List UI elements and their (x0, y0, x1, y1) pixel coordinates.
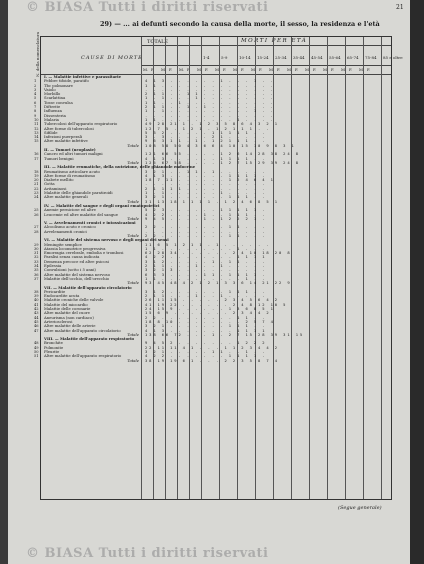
row-label: Altre malattie infettive (44, 138, 88, 144)
row-label: Alcoolismo acuto e cronico (44, 224, 96, 230)
sex-header: M. (269, 67, 275, 72)
row-values: 3 . 3 . . . . . 2 1 . . . . . (145, 134, 267, 140)
row-values: 26 11 15 . . . . . 2 3 4 5 6 4 2 (145, 297, 279, 303)
row-values: 3 2 1 . . . . . 1 1 . . 1 . . (145, 349, 267, 354)
sex-header: F. (331, 67, 335, 72)
row-values: 125 67 58 . . . . 1 2 7 15 29 39 24 8 (145, 159, 300, 165)
sex-header: F. (187, 67, 191, 72)
row-number: 4 (34, 92, 37, 97)
nomenclature-header: N. della nomenclatura (35, 31, 40, 77)
row-values: 2 2 . . . . . . . . . 1 1 . . (145, 314, 267, 320)
row-label: VI. — Malattie del sistema nervoso e degli organi dei sensi (44, 237, 169, 243)
row-label: Febbre tifoide, paratifo (44, 78, 89, 84)
row-values: 121 66 55 . . . . 1 2 6 14 28 38 24 8 (145, 151, 300, 157)
row-number: 8 (34, 109, 37, 114)
row-values: 2 1 1 . . . 1 . . 1 . . . . . (145, 293, 267, 299)
row-values: 1 1 . . . . . . . . . 1 . . . (145, 245, 267, 251)
row-label: Malattie croniche delle valvole (44, 297, 104, 303)
row-label: Scarlattina (44, 95, 66, 101)
row-values: . . . . . . . . . . . . . . . (145, 228, 267, 234)
watermark-top: © BIASA Tutti i diritti riservati (26, 0, 269, 15)
row-values: 11 6 5 1 2 1 1 . 1 . . . . . . (145, 241, 271, 247)
row-label: Morbillo (44, 91, 61, 97)
sex-header: F. (277, 67, 281, 72)
row-label: Meningite semplice (44, 241, 82, 247)
row-values: 24 15 9 . . . . . . 1 3 6 8 5 1 (145, 306, 275, 312)
total-header: TOTALE (147, 39, 169, 45)
row-number: 7 (34, 105, 37, 110)
row-label: VIII. — Malattie dell'apparato respiratorio (44, 336, 135, 342)
row-number: 35 (34, 268, 39, 273)
row-label: Pleurite (44, 349, 60, 354)
row-values: 1 1 . . . . . . . . . . . . . . (145, 82, 275, 88)
row-number: 32 (34, 255, 39, 260)
row-values: 38 19 19 6 1 . . . 2 2 3 5 8 7 4 (145, 357, 279, 363)
row-label: Gotta (44, 181, 55, 187)
age-group-header: 55-64 (329, 55, 341, 60)
row-values: 3 2 1 3 . . . . . . . . . . . (145, 267, 267, 273)
scan-edge (410, 0, 424, 564)
row-label: Paralisi senza causa indicata (44, 254, 100, 260)
row-label: Bronchite (44, 340, 63, 346)
row-label: V. — Avvelenamenti cronici e intossicazioni (44, 220, 136, 226)
row-label: II. — Tumori (neoplasie) (44, 147, 96, 153)
row-number: 27 (34, 225, 39, 230)
row-label: Avvelenamenti cronici (44, 228, 87, 234)
row-label: Altre forme di tubercolosi (44, 125, 94, 131)
row-values: 2 2 . . . . . . . . 1 1 . . . (145, 232, 267, 238)
row-number: 48 (34, 341, 39, 346)
row-values: 9 6 3 1 1 . 1 . 1 2 1 1 1 . . (145, 138, 267, 144)
row-number: 20 (34, 178, 39, 183)
row-values: 41 19 22 . . . . . . 2 4 8 12 10 5 (145, 301, 288, 307)
footnote: (Segue generale) (338, 505, 382, 511)
row-values: 4 2 2 . . . . 1 . . 1 1 1 . . (145, 211, 267, 217)
row-label: Polmonite (44, 344, 64, 350)
row-number: 34 (34, 264, 39, 269)
row-label: Convulsioni (sotto i 5 anni) (44, 267, 96, 273)
row-values: 4 1 3 . . . . . . . . 1 1 1 1 (145, 327, 267, 333)
row-number: 18 (34, 169, 39, 174)
row-label: Altre malattie generali (44, 194, 88, 200)
row-label: Sifilide (44, 129, 58, 135)
row-values: 49 28 21 1 . 1 2 3 5 8 6 4 3 2 1 (145, 121, 279, 127)
row-number: 26 (34, 212, 39, 217)
row-label: VII. — Malattie dell'apparato circolatorio (44, 284, 132, 290)
row-values: 9 4 5 . . . . 1 . 1 2 2 2 1 . (145, 215, 267, 221)
sex-header: M. (341, 67, 347, 72)
row-label: Totale (127, 159, 139, 165)
row-label: Totale (127, 280, 139, 286)
row-values: 1 1 . . . . . . . . . 1 . . . . (145, 116, 275, 122)
age-group-header: 65-74 (347, 55, 359, 60)
row-label: Pericardite (44, 288, 66, 294)
deaths-by-age-header: MORTI PER ETÀ (241, 38, 308, 44)
row-values: 4 1 3 . . . . . . 1 . . . 1 . . (145, 78, 275, 84)
row-number: 13 (34, 130, 39, 135)
row-number: 3 (34, 87, 37, 92)
sex-header: F. (151, 67, 155, 72)
row-label: Totale (127, 142, 139, 148)
row-number: 12 (34, 126, 39, 131)
row-values: 2 1 1 . . . 1 . . 1 . . . . . (145, 263, 267, 269)
row-number: 28 (34, 229, 39, 234)
row-values: 2 2 . . . . . . . . 1 1 . . . (145, 224, 267, 230)
sex-header: M. (305, 67, 311, 72)
age-group-header: 1-4 (203, 55, 210, 60)
row-number: 42 (34, 307, 39, 312)
row-values: 1 1 . . . . . . . . . . 1 . . (145, 275, 267, 281)
section-total-row (41, 359, 391, 363)
row-values: 3 2 1 . . 1 1 . 1 . . . . . . (145, 168, 267, 174)
row-label: Totale (127, 331, 139, 337)
sex-header: M. (359, 67, 365, 72)
row-values: 62 28 34 . . . . . . 2 4 10 18 20 8 (145, 250, 292, 256)
sex-header: F. (349, 67, 353, 72)
row-values: . . . . . . . . . . . . . . . . (145, 112, 275, 118)
row-values: 2 1 1 . . 1 1 . . . . . . . . . (145, 91, 275, 97)
row-label: IV. — Malattie del sangue e degli organi ematopoietici (44, 202, 160, 208)
row-number: 44 (34, 315, 39, 320)
row-values: 4 1 3 . . . . . . . 1 1 1 1 . (145, 172, 267, 178)
row-label: III. — Malattie reumatiche, della nutrizione, delle ghiandole endocrine (44, 164, 196, 170)
row-number: 14 (34, 135, 39, 140)
row-values: 1 1 . . 1 . . . . . . . . . . . (145, 99, 275, 105)
sex-header: F. (223, 67, 227, 72)
row-number: 30 (34, 246, 39, 251)
row-number: 21 (34, 182, 39, 187)
age-group-header: 75-84 (365, 55, 377, 60)
row-number: 47 (34, 328, 39, 333)
row-label: Dissenteria (44, 112, 66, 118)
row-number: 23 (34, 191, 39, 196)
row-label: Anemie perniciose ed altre (44, 207, 96, 213)
row-number: 24 (34, 195, 39, 200)
row-label: Emorragia cerebrale, embolia e trombosi (44, 250, 124, 256)
age-group-header: 45-54 (311, 55, 323, 60)
row-number: 37 (34, 276, 39, 281)
row-values: 108 58 50 4 3 6 6 4 10 15 10 9 8 3 1 (145, 142, 296, 148)
row-label: Difterite (44, 104, 61, 110)
row-label: Vaiolo (44, 86, 56, 92)
row-label: I. — Malattie infettive e parassitarie (44, 74, 122, 79)
row-number: 41 (34, 302, 39, 307)
sex-header: M. (233, 67, 239, 72)
row-label: Tosse convulsa (44, 99, 73, 105)
row-number: 43 (34, 311, 39, 316)
sex-header: M. (161, 67, 167, 72)
row-number: 33 (34, 259, 39, 264)
row-number: 2 (34, 83, 37, 88)
row-label: Malattie dell'occhio, dell'orecchio (44, 275, 110, 281)
sex-header: M. (143, 67, 149, 72)
row-label: Malattie delle ghiandole paratiroidi (44, 190, 113, 196)
row-number: 6 (34, 100, 37, 105)
age-group-header: 85 e oltre (383, 55, 403, 60)
row-label: Totale (127, 357, 139, 363)
sex-header: M. (215, 67, 221, 72)
age-group-header: 25-34 (275, 55, 287, 60)
row-number: 9 (34, 113, 37, 118)
row-label: Aneurisma (non cardiaco) (44, 314, 94, 320)
row-values: 31 13 18 1 1 1 1 . 1 2 4 6 8 5 1 (145, 198, 279, 204)
row-label: Cancro ed altri tumori maligni (44, 151, 103, 157)
row-values: 3 2 1 . . . . . . . 1 1 1 . . (145, 194, 267, 200)
sex-header: F. (169, 67, 173, 72)
row-number: 31 (34, 251, 39, 256)
row-number: 10 (34, 117, 39, 122)
row-label: Totale (127, 198, 139, 204)
row-label: Atassia locomotrice progressiva (44, 245, 106, 251)
row-number: 16 (34, 152, 39, 157)
row-number: 40 (34, 298, 39, 303)
row-label: Endocardite acuta (44, 293, 80, 299)
row-label: Altre malattie del cuore (44, 310, 90, 316)
row-label: Tubercolosi dell'apparato respiratorio (44, 121, 118, 127)
row-number: 11 (34, 122, 39, 127)
row-number: 25 (34, 208, 39, 213)
row-values: 2 1 1 1 1 . . . . . . . . . . (145, 185, 267, 191)
age-group-header: 15-24 (257, 55, 269, 60)
row-values: 5 2 3 . . . . . . 1 1 1 1 1 . (145, 207, 267, 213)
row-values: 15 6 9 . . . . . . . 2 3 4 4 2 (145, 310, 271, 316)
row-values: 1 . 1 . . . 1 . . . . . . . . . (145, 95, 275, 101)
sex-header: M. (287, 67, 293, 72)
sex-header: M. (323, 67, 329, 72)
row-label: Altre malattie dell'apparato circolatorio (44, 327, 121, 333)
row-number: 46 (34, 324, 39, 329)
row-label: Tbc polmonare (44, 82, 73, 88)
row-label: Epilessia (44, 263, 62, 269)
row-values: 18 7 11 . . . . . . 1 2 4 6 4 1 (145, 177, 275, 183)
row-label: Demenza precoce ed altre psicosi (44, 258, 109, 264)
row-values: 138 66 72 . . . 1 . 2 7 15 28 39 31 15 (145, 331, 305, 337)
row-values: 1 . 1 . . . . . . 1 . . . . . (145, 190, 267, 196)
row-values: 9 4 5 2 . . . . . . . 1 2 2 2 (145, 340, 267, 346)
sex-header: F. (259, 67, 263, 72)
row-values: 3 2 1 . . . . . . . 1 1 1 . . (145, 323, 267, 329)
row-number: 15 (34, 139, 39, 144)
row-values: 4 2 2 . . . . . . . . 1 1 1 1 (145, 254, 267, 260)
row-number: 5 (34, 96, 37, 101)
sex-header: M. (197, 67, 203, 72)
row-values: 5 3 2 . . . . . 1 1 1 1 1 . . (145, 129, 267, 135)
row-label: Tumori benigni (44, 155, 74, 161)
row-label: Avitaminosi (44, 185, 67, 191)
row-label: Totale (127, 232, 139, 238)
row-values: . . . . . . . . . . . . . . . . (145, 86, 275, 92)
row-number: 38 (34, 289, 39, 294)
row-values: 6 3 3 . . . . 1 1 . 1 1 1 1 . (145, 271, 267, 277)
age-group-header: 35-44 (293, 55, 305, 60)
row-values: 1 . 1 . . . . . . . . . . 1 . . (145, 108, 275, 114)
cause-header: CAUSE DI MORTE (81, 55, 143, 61)
row-values: 3 1 2 . . . . . 1 . 1 1 . . . (145, 258, 267, 264)
row-label: Malaria (44, 116, 59, 122)
row-values: 2 1 1 . . 1 . 1 . . . . . . . . (145, 104, 275, 110)
table-title: 29) — ... ai defunti secondo la causa della morte, il sesso, la residenza e l'età (100, 20, 380, 28)
row-values: 18 8 10 . . . . . . . . 2 5 7 4 (145, 318, 275, 324)
table-body (34, 74, 391, 363)
row-label: Diabete mellito (44, 177, 74, 183)
age-group-header: 10-14 (239, 55, 251, 60)
row-label: Altre malattie dell'apparato respiratorio (44, 353, 122, 359)
row-label: Altre forme di reumatismo (44, 172, 96, 178)
row-values: 93 45 48 4 2 1 2 1 3 3 6 14 21 22 9 (145, 280, 292, 286)
row-number: 36 (34, 272, 39, 277)
row-number: 51 (34, 354, 39, 359)
row-values: 4 2 2 . . . . . . . 1 1 1 1 . (145, 353, 267, 359)
row-number: 29 (34, 242, 39, 247)
row-number: 17 (34, 156, 39, 161)
row-values: 22 11 11 4 1 . . . 1 1 2 3 4 4 2 (145, 344, 279, 350)
row-label: Reumatismo articolare acuto (44, 168, 100, 174)
sex-header: F. (367, 67, 371, 72)
row-label: Malattie delle coronarie (44, 306, 91, 312)
document-page (8, 0, 410, 564)
row-label: Totale (127, 215, 139, 221)
sex-header: F. (313, 67, 317, 72)
row-number: 39 (34, 294, 39, 299)
row-label: Influenza (44, 108, 62, 114)
row-values: 3 1 2 . . . . . . . 1 1 1 . . (145, 288, 267, 294)
row-number: 50 (34, 350, 39, 354)
row-number: 19 (34, 173, 39, 178)
watermark-bottom: © BIASA Tutti i diritti riservati (26, 546, 269, 561)
statistics-table (34, 31, 403, 500)
row-number: 45 (34, 319, 39, 324)
row-number: 49 (34, 345, 39, 350)
row-label: Arteriosclerosi (44, 318, 73, 324)
row-values: . . . . . . . . . . . . . . . (145, 181, 267, 187)
row-label: Altre malattie del sistema nervoso (44, 271, 111, 277)
row-label: Altre malattie delle arterie (44, 323, 96, 329)
sex-header: M. (251, 67, 257, 72)
sex-header: F. (295, 67, 299, 72)
sex-header: F. (241, 67, 245, 72)
page-number: 21 (396, 4, 404, 11)
row-number: 22 (34, 186, 39, 191)
row-label: Infezioni puerperali (44, 134, 83, 140)
age-group-header: 5-9 (221, 55, 228, 60)
sex-header: F. (205, 67, 209, 72)
row-values: 4 1 3 . . . . . . 1 1 1 1 . . (145, 155, 267, 161)
sex-header: M. (179, 67, 185, 72)
row-number: 1 (34, 79, 37, 84)
row-label: Malattie del miocardio (44, 301, 88, 307)
row-label: Leucemie ed altre malattie del sangue (44, 211, 118, 217)
row-values: 12 7 5 . 1 2 1 . 1 2 1 1 1 . . (145, 125, 271, 131)
